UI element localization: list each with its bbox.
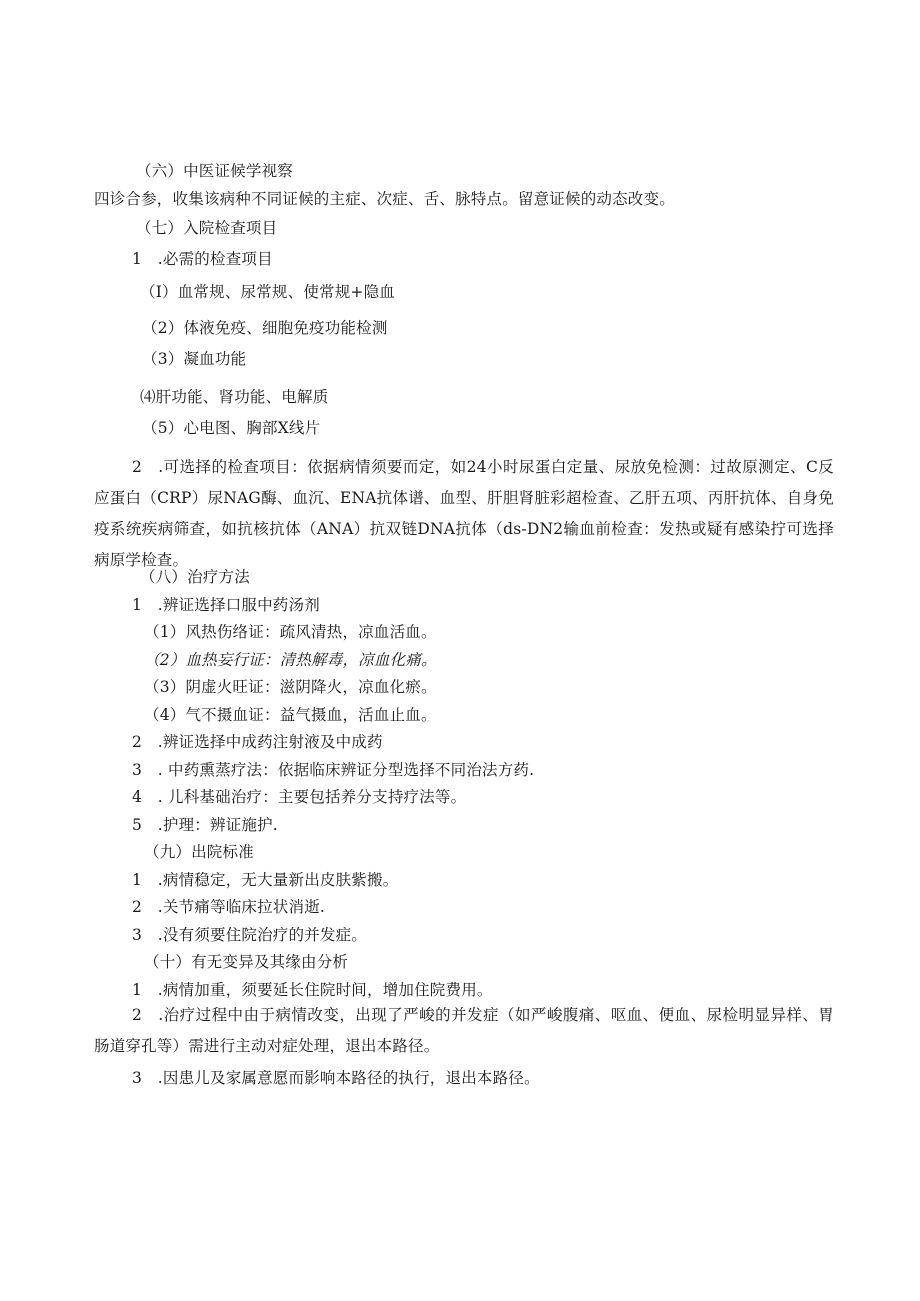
discharge-item: 3 .没有须要住院治疗的并发症。 — [132, 926, 367, 944]
section-10-heading: （十）有无变异及其缘由分析 — [144, 953, 349, 971]
variation-item: 2 .治疗过程中由于病情改变，出现了严峻的并发症（如严峻腹痛、呕血、便血、尿检明显异样、胃肠道穿孔等）需进行主动对症处理，退出本路径。 — [94, 1006, 834, 1055]
treatment-item: 3 . 中药熏蒸疗法：依据临床辨证分型选择不同治法方药. — [132, 761, 535, 779]
syndrome-item: （2）血热妄行证：清热解毒，凉血化痛。 — [144, 651, 437, 669]
treatment-item: 2 .辨证选择中成药注射液及中成药 — [132, 733, 383, 751]
required-exam-item: （2）体液免疫、细胞免疫功能检测 — [142, 319, 388, 337]
syndrome-item: （4）气不摄血证：益气摄血，活血止血。 — [144, 706, 437, 724]
section-7-heading: （七）入院检查项目 — [136, 219, 278, 237]
section-6-text: 四诊合参，收集该病种不同证候的主症、次症、舌、脉特点。留意证候的动态改变。 — [94, 190, 675, 208]
variation-item: 3 .因患儿及家属意愿而影响本路径的执行，退出本路径。 — [132, 1069, 540, 1087]
treatment-item: 5 .护理：辨证施护. — [132, 816, 278, 834]
optional-exams-paragraph: 2 .可选择的检查项目：依据病情须要而定，如24小时尿蛋白定量、尿放免检测：过故原测定、C反应蛋白（CRP）尿NAG酶、血沉、ENA抗体谱、血型、肝胆肾脏彩超检查、乙肝五项、丙肝抗体、自身免疫系统疾病筛查，如抗核抗体（ANA）抗双链DNA抗体（ds-DN2输血前检查：发热或疑有感染拧可选择病原学检查。 — [94, 458, 834, 569]
treatment-item: 1 .辨证选择口服中药汤剂 — [132, 596, 320, 614]
section-8-heading: （八）治疗方法 — [140, 568, 250, 586]
section-6-heading: （六）中医证候学视察 — [136, 162, 294, 180]
required-exams-title: 1 .必需的检查项目 — [132, 250, 273, 268]
syndrome-item: （1）风热伤络证：疏风清热，凉血活血。 — [144, 623, 437, 641]
required-exam-item: （5）心电图、胸部X线片 — [142, 419, 321, 437]
variation-item: 1 .病情加重，须要延长住院时间，增加住院费用。 — [132, 981, 493, 999]
required-exam-item: ⑷肝功能、肾功能、电解质 — [140, 388, 329, 406]
syndrome-item: （3）阴虚火旺证：滋阴降火，凉血化瘀。 — [144, 678, 437, 696]
section-9-heading: （九）出院标准 — [144, 843, 254, 861]
discharge-item: 2 .关节痛等临床拉状消逝. — [132, 898, 326, 916]
discharge-item: 1 .病情稳定，无大量新出皮肤紫搬。 — [132, 871, 399, 889]
required-exam-item: （I）血常规、尿常规、使常规+隐血 — [140, 283, 396, 301]
treatment-item: 4 . 儿科基础治疗：主要包括养分支持疗法等。 — [132, 788, 467, 806]
required-exam-item: （3）凝血功能 — [142, 350, 247, 368]
